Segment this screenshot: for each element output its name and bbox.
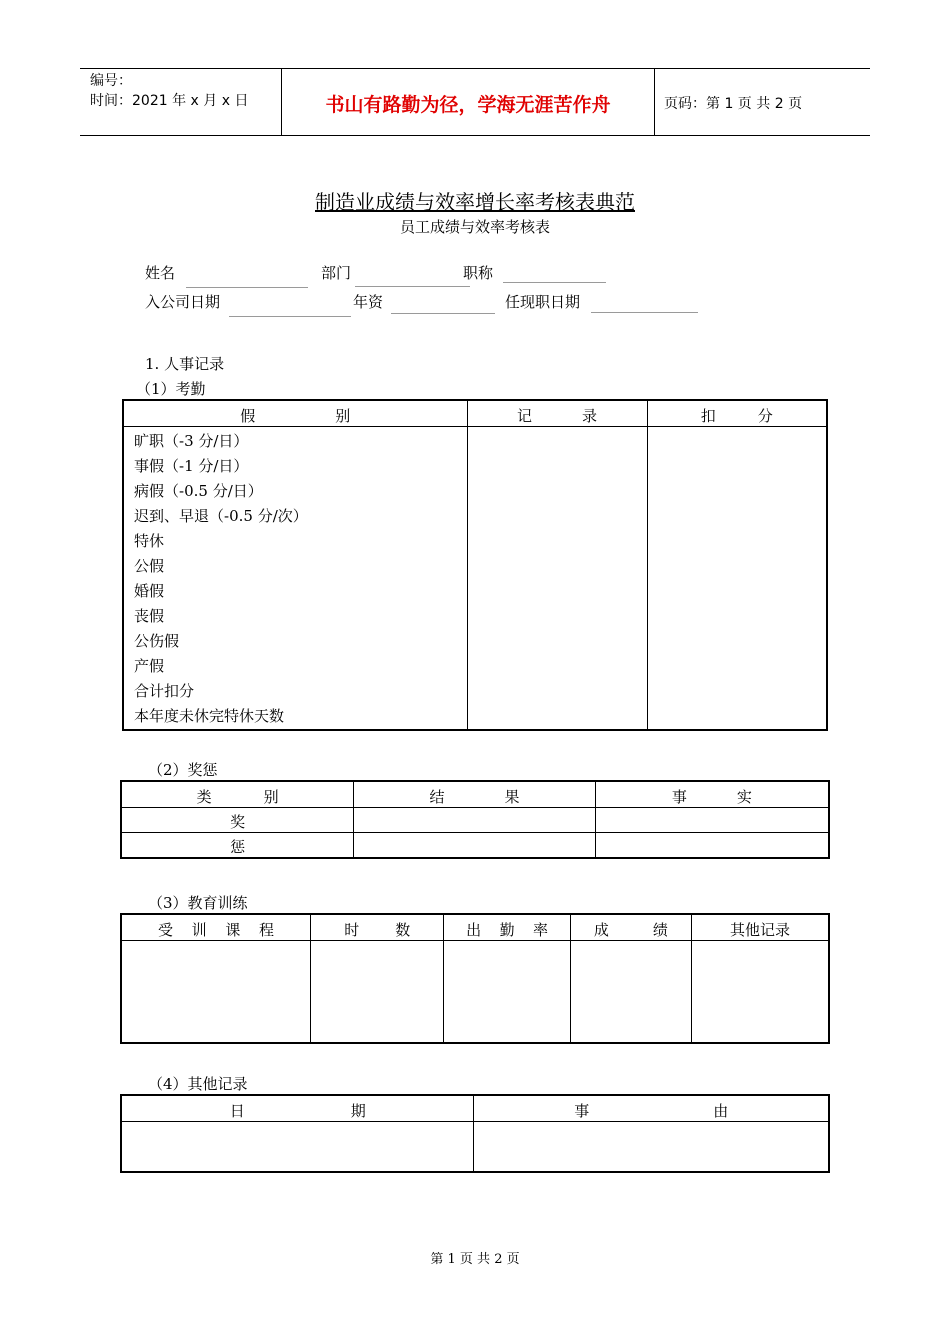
column-header: 出 勤 率 <box>444 914 570 941</box>
reward-type-cell: 惩 <box>121 833 354 858</box>
header-number-label: 编号： <box>90 73 132 89</box>
field-name-label: 姓名 <box>145 264 176 282</box>
header-top-rule <box>80 68 870 69</box>
score-cell[interactable] <box>570 941 691 1043</box>
column-header: 记 录 <box>467 400 647 427</box>
leave-type-item: 病假（-0.5 分/日） <box>134 482 263 500</box>
column-header: 结 果 <box>354 781 596 808</box>
column-header: 扣 分 <box>647 400 827 427</box>
result-cell[interactable] <box>354 808 596 833</box>
leave-type-cell <box>123 427 467 731</box>
attendance-rate-cell[interactable] <box>444 941 570 1043</box>
leave-type-item: 合计扣分 <box>134 682 195 700</box>
column-header: 假 别 <box>123 400 467 427</box>
document-title-text: 制造业成绩与效率增长率考核表典范 <box>315 190 635 214</box>
table-header-row <box>123 400 827 427</box>
header-time-label: 时间：2021 年 x 月 x 日 <box>90 93 249 109</box>
column-header: 日 期 <box>121 1095 474 1122</box>
column-header: 类 别 <box>121 781 354 808</box>
header-divider <box>654 68 655 136</box>
leave-type-item: 公假 <box>134 557 165 575</box>
result-cell[interactable] <box>354 833 596 858</box>
attendance-table <box>122 399 828 731</box>
table-row <box>121 1122 829 1172</box>
column-header: 受 训 课 程 <box>121 914 311 941</box>
field-seniority-label: 年资 <box>353 293 384 311</box>
table-header-row <box>121 914 829 941</box>
field-seniority-input[interactable] <box>391 313 495 314</box>
other-record-cell[interactable] <box>692 941 829 1043</box>
field-dept-input[interactable] <box>355 286 470 287</box>
training-table <box>120 913 830 1044</box>
fact-cell[interactable] <box>595 808 829 833</box>
page-footer: 第 1 页 共 2 页 <box>430 1252 520 1267</box>
column-header: 其他记录 <box>692 914 829 941</box>
leave-type-item: 婚假 <box>134 582 165 600</box>
leave-type-item: 公伤假 <box>134 632 180 650</box>
field-join-date-label: 入公司日期 <box>145 293 221 311</box>
column-header: 事 由 <box>474 1095 829 1122</box>
leave-type-item: 事假（-1 分/日） <box>134 457 249 475</box>
document-subtitle: 员工成绩与效率考核表 <box>399 218 550 236</box>
reward-type-cell: 奖 <box>121 808 354 833</box>
table-row <box>121 941 829 1043</box>
table-row <box>121 808 829 833</box>
column-header: 事 实 <box>595 781 829 808</box>
field-dept-label: 部门 <box>321 264 352 282</box>
reason-cell[interactable] <box>474 1122 829 1172</box>
deduction-cell[interactable] <box>647 427 827 731</box>
leave-type-item: 产假 <box>134 657 165 675</box>
rewards-title: （2）奖惩 <box>148 761 218 779</box>
leave-type-item: 本年度未休完特休天数 <box>134 707 285 725</box>
leave-type-item: 旷职（-3 分/日） <box>134 432 249 450</box>
other-title: （4）其他记录 <box>148 1075 248 1093</box>
header-motto: 书山有路勤为径，学海无涯苦作舟 <box>325 94 611 116</box>
table-row <box>123 427 827 731</box>
hours-cell[interactable] <box>311 941 444 1043</box>
leave-type-item: 丧假 <box>134 607 165 625</box>
attendance-title: （1）考勤 <box>136 380 206 398</box>
document-title <box>0 186 950 215</box>
header-bottom-rule <box>80 135 870 136</box>
column-header: 成 绩 <box>570 914 691 941</box>
column-header: 时 数 <box>311 914 444 941</box>
course-cell[interactable] <box>121 941 311 1043</box>
table-header-row <box>121 1095 829 1122</box>
table-header-row <box>121 781 829 808</box>
record-cell[interactable] <box>467 427 647 731</box>
field-appoint-date-label: 任现职日期 <box>505 293 581 311</box>
date-cell[interactable] <box>121 1122 474 1172</box>
rewards-table <box>120 780 830 859</box>
leave-type-item: 迟到、早退（-0.5 分/次） <box>134 507 308 525</box>
field-name-input[interactable] <box>186 287 308 288</box>
training-title: （3）教育训练 <box>148 894 248 912</box>
field-join-date-input[interactable] <box>229 316 351 317</box>
header-page-info: 页码：第 1 页 共 2 页 <box>664 96 803 112</box>
fact-cell[interactable] <box>595 833 829 858</box>
table-row <box>121 833 829 858</box>
section-heading: 1. 人事记录 <box>145 355 225 373</box>
other-records-table <box>120 1094 830 1173</box>
field-position-input[interactable] <box>503 282 606 283</box>
field-position-label: 职称 <box>463 264 494 282</box>
field-appoint-date-input[interactable] <box>591 312 698 313</box>
leave-type-item: 特休 <box>134 532 165 550</box>
